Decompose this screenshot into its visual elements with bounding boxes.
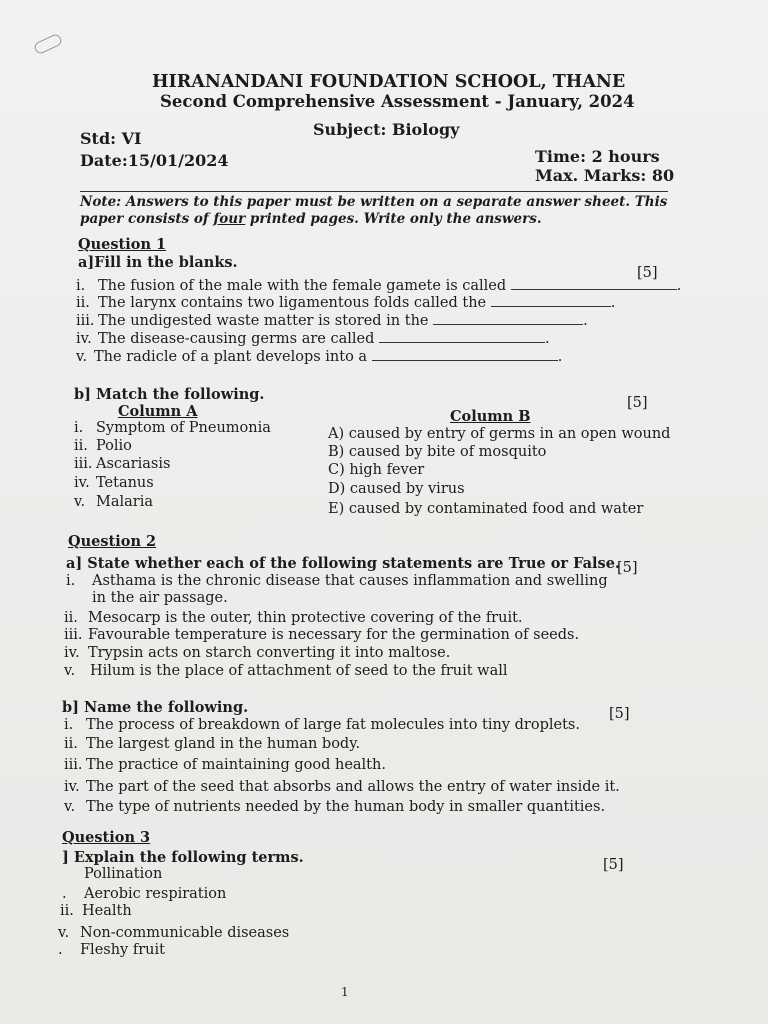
col-b-item-a: A) caused by entry of germs in an open wound xyxy=(328,426,671,442)
q1b-marks: [5] xyxy=(627,395,648,411)
answer-blank xyxy=(372,348,558,361)
q2a-item-5: v. Hilum is the place of attachment of seed to the fruit wall xyxy=(64,663,508,679)
q1a-item-5: v. The radicle of a plant develops into a . xyxy=(76,349,563,365)
answer-blank xyxy=(491,294,611,307)
q1a-item-1: i. The fusion of the male with the female gamete is called . xyxy=(76,278,682,294)
std-label: Std: VI xyxy=(80,129,142,148)
q1a-title: a]Fill in the blanks. xyxy=(78,254,238,271)
q3a-marks: [5] xyxy=(603,857,624,873)
q2a-title: a] State whether each of the following statements are True or False. xyxy=(66,555,620,572)
q3a-item-2: . Aerobic respiration xyxy=(62,886,227,902)
q2-title: Question 2 xyxy=(68,533,157,550)
q2b-item-4: iv. The part of the seed that absorbs and allows the entry of water inside it. xyxy=(64,779,620,795)
q2a-item-2: ii. Mesocarp is the outer, thin protective covering of the fruit. xyxy=(64,610,523,626)
q1a-item-3: iii. The undigested waste matter is stored in the . xyxy=(76,313,588,329)
subject-title: Subject: Biology xyxy=(313,120,460,139)
column-a-title: Column A xyxy=(118,403,198,420)
col-b-item-d: D) caused by virus xyxy=(328,481,465,497)
q2b-marks: [5] xyxy=(609,706,630,722)
q1a-item-2: ii. The larynx contains two ligamentous folds called the . xyxy=(76,295,616,311)
col-b-item-e: E) caused by contaminated food and water xyxy=(328,501,644,517)
col-b-item-b: B) caused by bite of mosquito xyxy=(328,444,547,460)
staple-mark xyxy=(33,33,63,56)
q2a-item-4: iv. Trypsin acts on starch converting it into maltose. xyxy=(64,645,451,661)
page-number: 1 xyxy=(341,985,349,999)
q2b-title: b] Name the following. xyxy=(62,699,249,716)
q2a-item-1: i. Asthama is the chronic disease that causes inflammation and swelling xyxy=(66,573,608,589)
answer-blank xyxy=(433,312,583,325)
q2b-item-2: ii. The largest gland in the human body. xyxy=(64,736,361,752)
q3a-item-3: ii. Health xyxy=(60,903,132,919)
date-label: Date:15/01/2024 xyxy=(80,151,229,170)
column-b-title: Column B xyxy=(450,408,531,425)
q2a-item-1-cont: in the air passage. xyxy=(92,590,228,606)
q3a-item-4: v. Non-communicable diseases xyxy=(58,925,290,941)
school-name: HIRANANDANI FOUNDATION SCHOOL, THANE xyxy=(152,72,626,92)
answer-blank xyxy=(379,330,545,343)
col-a-item-2: ii. Polio xyxy=(74,438,132,454)
col-a-item-4: iv. Tetanus xyxy=(74,475,154,491)
q1a-item-4: iv. The disease-causing germs are called . xyxy=(76,331,550,347)
col-a-item-1: i. Symptom of Pneumonia xyxy=(74,420,271,436)
max-marks-label: Max. Marks: 80 xyxy=(535,166,675,185)
note-line-2: paper consists of four printed pages. Write only the answers. xyxy=(80,211,542,227)
q2b-item-1: i. The process of breakdown of large fat molecules into tiny droplets. xyxy=(64,717,580,733)
time-label: Time: 2 hours xyxy=(535,147,660,166)
q3a-title: ] Explain the following terms. xyxy=(62,849,304,866)
col-b-item-c: C) high fever xyxy=(328,462,425,478)
q3-title: Question 3 xyxy=(62,829,151,846)
note-line-1: Note: Answers to this paper must be written on a separate answer sheet. This xyxy=(80,194,668,210)
assessment-title: Second Comprehensive Assessment - January, 2024 xyxy=(160,92,635,111)
col-a-item-3: iii. Ascariasis xyxy=(74,456,171,472)
q2a-marks: [5] xyxy=(617,560,638,576)
q1b-title: b] Match the following. xyxy=(74,386,265,403)
q3a-item-5: . Fleshy fruit xyxy=(58,942,165,958)
q3a-item-1: Pollination xyxy=(84,866,163,882)
header-divider xyxy=(80,191,668,192)
q1a-marks: [5] xyxy=(637,265,658,281)
q1-title: Question 1 xyxy=(78,236,167,253)
q2b-item-5: v. The type of nutrients needed by the human body in smaller quantities. xyxy=(64,799,606,815)
col-a-item-5: v. Malaria xyxy=(74,494,153,510)
answer-blank xyxy=(511,277,677,290)
q2b-item-3: iii. The practice of maintaining good health. xyxy=(64,757,386,773)
q2a-item-3: iii. Favourable temperature is necessary for the germination of seeds. xyxy=(64,627,580,643)
